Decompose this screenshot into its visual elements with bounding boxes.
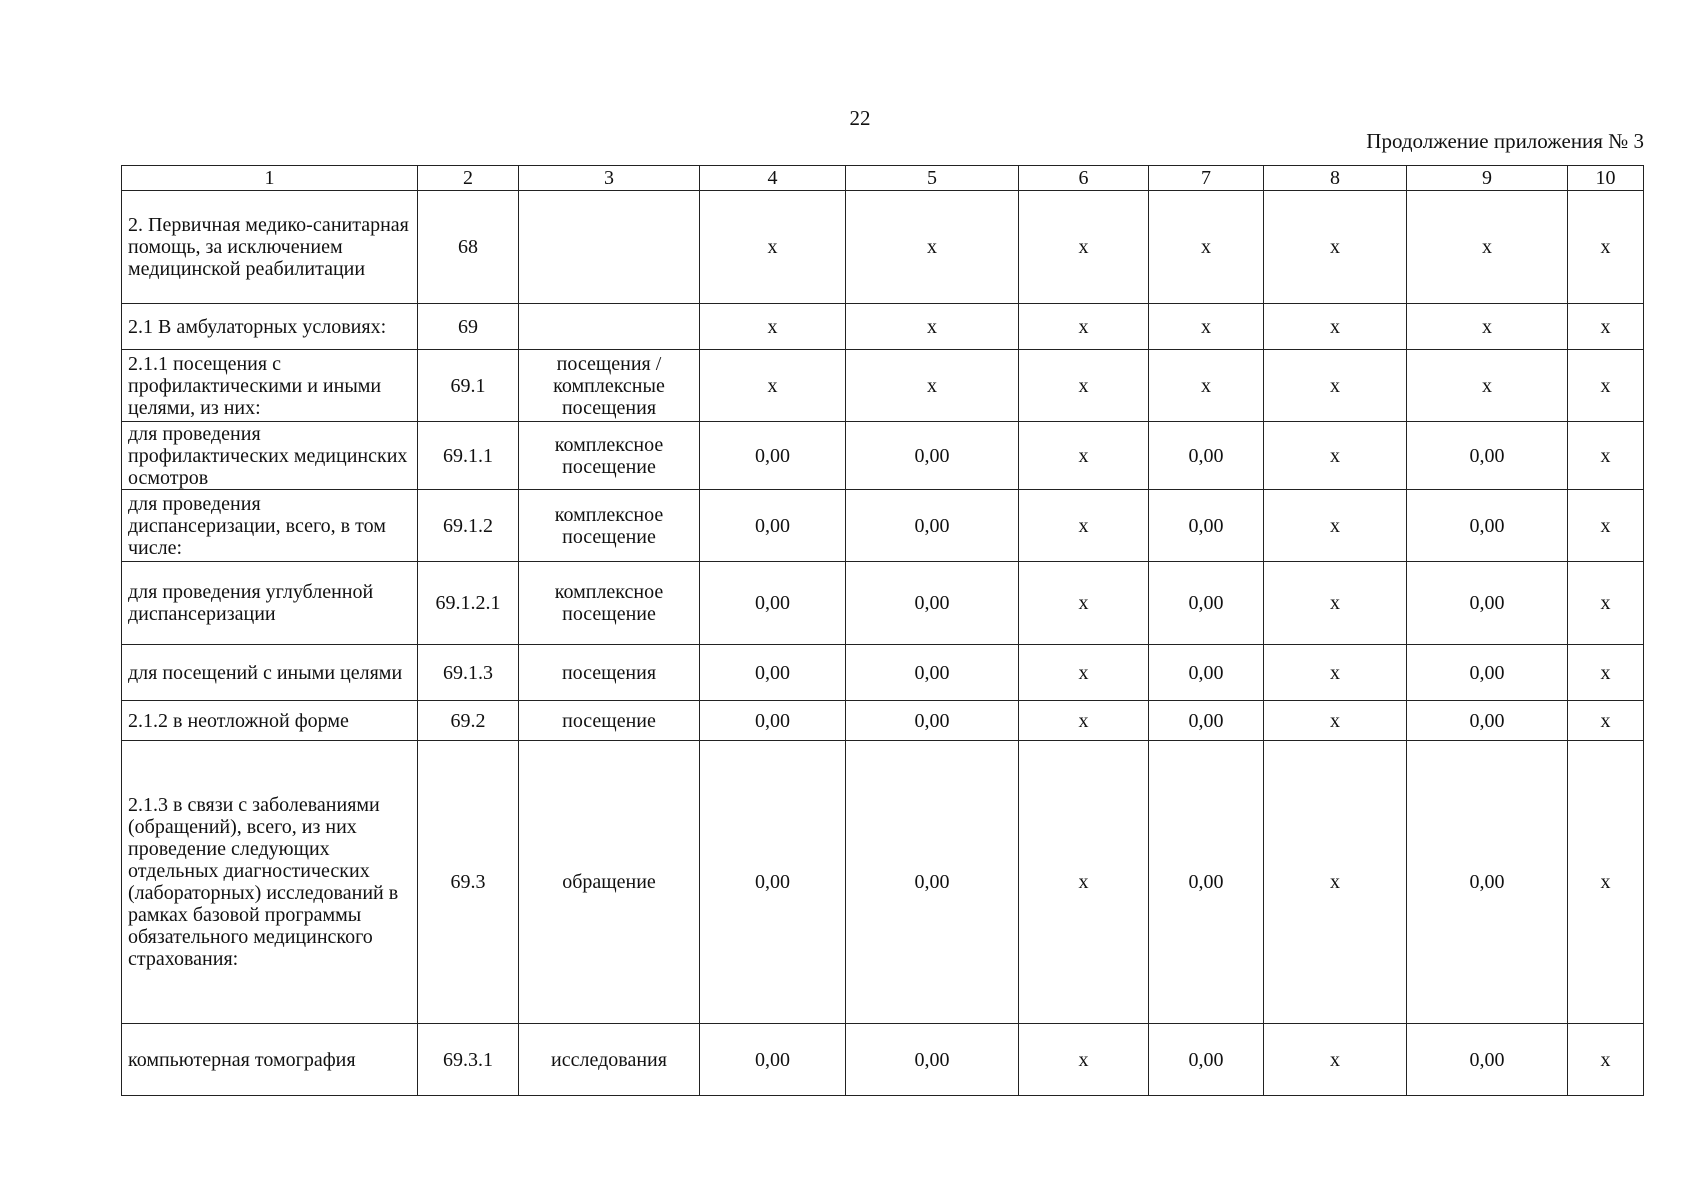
table-row (122, 701, 1644, 741)
column-number: 9 (1407, 166, 1568, 191)
cell-value: 0,00 (1149, 645, 1264, 701)
cell-value: х (846, 191, 1019, 304)
cell-value: х (1568, 645, 1644, 701)
cell-value: х (1019, 741, 1149, 1024)
table-row (122, 1024, 1644, 1096)
table-row (122, 645, 1644, 701)
cell-value: х (1568, 422, 1644, 490)
cell-value: х (1019, 701, 1149, 741)
row-code: 69.1.3 (418, 645, 519, 701)
cell-value: х (1568, 191, 1644, 304)
cell-value: х (846, 304, 1019, 350)
cell-value: х (1407, 191, 1568, 304)
cell-value: х (1264, 490, 1407, 562)
cell-value: 0,00 (846, 645, 1019, 701)
row-name: 2. Первичная медико-санитарная помощь, за исключением медицинской реабилитации (122, 191, 418, 304)
cell-value: х (1568, 1024, 1644, 1096)
cell-value: 0,00 (1407, 1024, 1568, 1096)
cell-value: х (1568, 350, 1644, 422)
page-number: 22 (849, 106, 871, 130)
cell-value: х (1019, 1024, 1149, 1096)
row-unit: исследования (519, 1024, 700, 1096)
cell-value: х (1019, 191, 1149, 304)
column-number: 10 (1568, 166, 1644, 191)
cell-value: х (1149, 350, 1264, 422)
row-name: 2.1.1 посещения с профилактическими и иными целями, из них: (122, 350, 418, 422)
column-number: 1 (122, 166, 418, 191)
cell-value: 0,00 (1149, 562, 1264, 645)
cell-value: 0,00 (846, 741, 1019, 1024)
cell-value: 0,00 (846, 422, 1019, 490)
cell-value: х (1019, 304, 1149, 350)
cell-value: 0,00 (1149, 490, 1264, 562)
cell-value: 0,00 (846, 701, 1019, 741)
cell-value: х (1264, 422, 1407, 490)
cell-value: 0,00 (846, 1024, 1019, 1096)
cell-value: х (1019, 422, 1149, 490)
cell-value: 0,00 (700, 562, 846, 645)
table-row (122, 191, 1644, 304)
table-row (122, 350, 1644, 422)
table-row (122, 562, 1644, 645)
column-number: 2 (418, 166, 519, 191)
cell-value: х (846, 350, 1019, 422)
cell-value: х (1264, 1024, 1407, 1096)
cell-value: 0,00 (700, 645, 846, 701)
cell-value: 0,00 (1407, 645, 1568, 701)
cell-value: х (1149, 191, 1264, 304)
row-unit: комплексное посещение (519, 562, 700, 645)
cell-value: х (1019, 490, 1149, 562)
appendix-table (121, 165, 1644, 1096)
row-code: 69.3.1 (418, 1024, 519, 1096)
row-unit (519, 304, 700, 350)
row-unit: посещения (519, 645, 700, 701)
row-code: 69 (418, 304, 519, 350)
column-number-row (122, 166, 1644, 191)
row-unit: посещение (519, 701, 700, 741)
row-code: 69.1.2 (418, 490, 519, 562)
column-number: 8 (1264, 166, 1407, 191)
cell-value: 0,00 (1149, 422, 1264, 490)
cell-value: х (1568, 701, 1644, 741)
cell-value: 0,00 (1407, 701, 1568, 741)
cell-value: х (700, 191, 846, 304)
cell-value: х (1149, 304, 1264, 350)
column-number: 6 (1019, 166, 1149, 191)
row-name: для посещений с иными целями (122, 645, 418, 701)
cell-value: х (1019, 350, 1149, 422)
column-number: 4 (700, 166, 846, 191)
cell-value: 0,00 (700, 701, 846, 741)
cell-value: х (1568, 490, 1644, 562)
row-unit: комплексное посещение (519, 490, 700, 562)
row-code: 69.3 (418, 741, 519, 1024)
row-name: компьютерная томография (122, 1024, 418, 1096)
cell-value: х (1407, 304, 1568, 350)
cell-value: 0,00 (846, 490, 1019, 562)
row-name: 2.1 В амбулаторных условиях: (122, 304, 418, 350)
cell-value: х (1264, 701, 1407, 741)
cell-value: х (1019, 645, 1149, 701)
row-name: для проведения углубленной диспансеризации (122, 562, 418, 645)
cell-value: х (1264, 304, 1407, 350)
row-code: 69.2 (418, 701, 519, 741)
row-name: для проведения профилактических медицинских осмотров (122, 422, 418, 490)
cell-value: х (1264, 741, 1407, 1024)
cell-value: 0,00 (700, 1024, 846, 1096)
cell-value: х (1264, 191, 1407, 304)
cell-value: х (700, 350, 846, 422)
row-name: 2.1.3 в связи с заболеваниями (обращений), всего, из них проведение следующих отдельных диагностических (лабораторных) исследований в рамках базовой программы обязательного медицинского страхования: (122, 741, 418, 1024)
cell-value: х (1568, 562, 1644, 645)
cell-value: 0,00 (1407, 741, 1568, 1024)
row-code: 69.1.1 (418, 422, 519, 490)
row-unit: обращение (519, 741, 700, 1024)
column-number: 5 (846, 166, 1019, 191)
table-row (122, 422, 1644, 490)
cell-value: х (700, 304, 846, 350)
cell-value: 0,00 (700, 422, 846, 490)
row-name: 2.1.2 в неотложной форме (122, 701, 418, 741)
cell-value: х (1568, 304, 1644, 350)
row-unit: комплексное посещение (519, 422, 700, 490)
cell-value: 0,00 (700, 490, 846, 562)
row-code: 69.1 (418, 350, 519, 422)
table-row (122, 304, 1644, 350)
cell-value: 0,00 (700, 741, 846, 1024)
appendix-continuation-note: Продолжение приложения № 3 (1366, 129, 1644, 153)
cell-value: х (1264, 350, 1407, 422)
cell-value: х (1568, 741, 1644, 1024)
table-row (122, 490, 1644, 562)
cell-value: х (1019, 562, 1149, 645)
cell-value: 0,00 (1149, 701, 1264, 741)
cell-value: 0,00 (1407, 422, 1568, 490)
row-code: 69.1.2.1 (418, 562, 519, 645)
cell-value: х (1264, 645, 1407, 701)
cell-value: 0,00 (846, 562, 1019, 645)
column-number: 3 (519, 166, 700, 191)
cell-value: 0,00 (1407, 490, 1568, 562)
cell-value: х (1407, 350, 1568, 422)
row-code: 68 (418, 191, 519, 304)
column-number: 7 (1149, 166, 1264, 191)
table-row (122, 741, 1644, 1024)
cell-value: 0,00 (1149, 741, 1264, 1024)
cell-value: 0,00 (1407, 562, 1568, 645)
cell-value: х (1264, 562, 1407, 645)
row-name: для проведения диспансеризации, всего, в том числе: (122, 490, 418, 562)
row-unit: посещения / комплексные посещения (519, 350, 700, 422)
cell-value: 0,00 (1149, 1024, 1264, 1096)
row-unit (519, 191, 700, 304)
